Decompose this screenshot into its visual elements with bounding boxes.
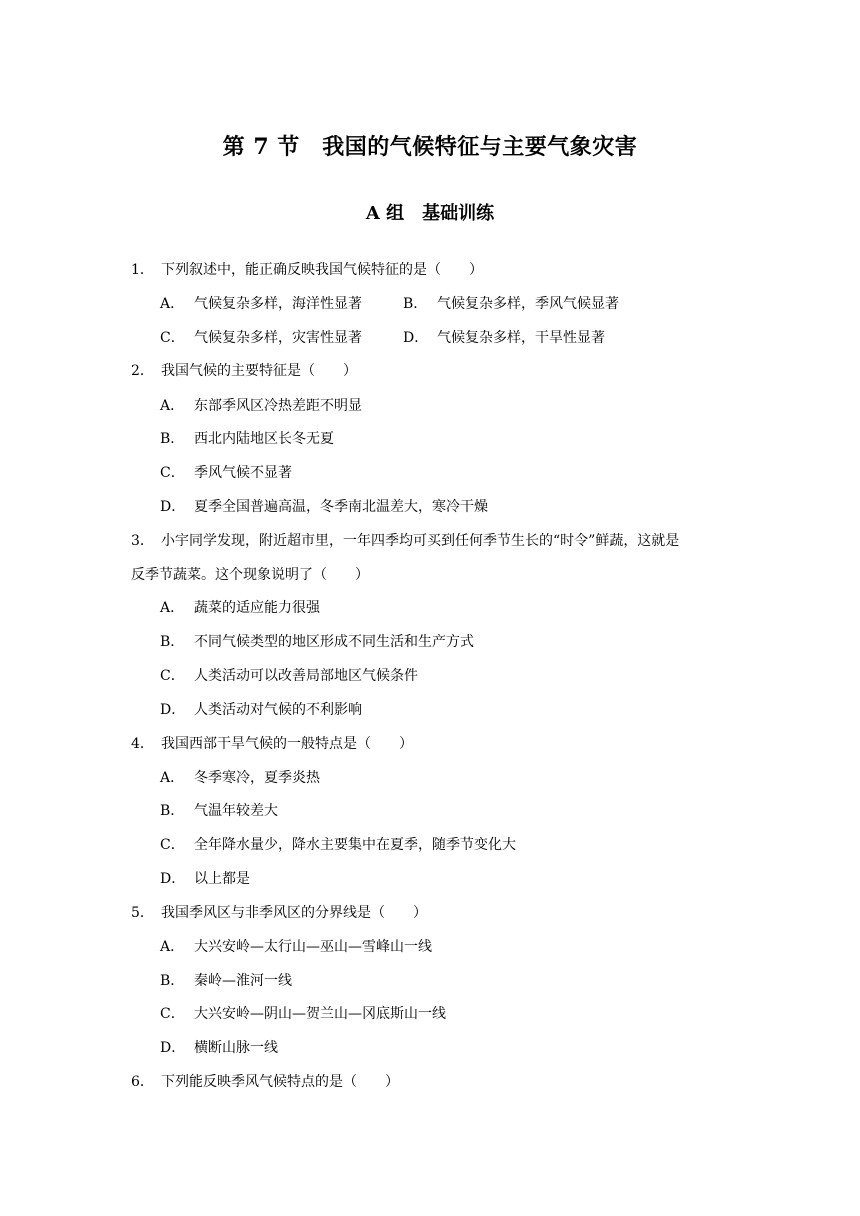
option-a: A． 东部季风区冷热差距不明显	[160, 398, 362, 414]
option-d: D． 横断山脉一线	[160, 1040, 278, 1056]
question-number: 4．	[131, 736, 154, 752]
option-c: C． 大兴安岭—阴山—贺兰山—冈底斯山一线	[160, 1006, 446, 1022]
question-number: 6．	[131, 1074, 154, 1090]
question-5	[131, 903, 427, 923]
option-a: A． 冬季寒冷，夏季炎热	[160, 770, 320, 786]
option-d: D． 气候复杂多样，干旱性显著	[403, 330, 605, 346]
question-stem: 下列叙述中，能正确反映我国气候特征的是（ ）	[161, 262, 483, 278]
option-b: B． 不同气候类型的地区形成不同生活和生产方式	[160, 634, 474, 650]
option-c: C． 气候复杂多样，灾害性显著	[160, 330, 362, 346]
question-stem: 我国西部干旱气候的一般特点是（ ）	[161, 736, 413, 752]
question-stem: 小宇同学发现，附近超市里，一年四季均可买到任何季节生长的“时令”鲜蔬，这就是	[161, 533, 680, 549]
option-a: A． 蔬菜的适应能力很强	[160, 600, 320, 616]
question-stem: 我国季风区与非季风区的分界线是（ ）	[161, 905, 427, 921]
question-1	[131, 260, 483, 280]
question-number: 2．	[131, 363, 154, 379]
page-title: 第 7 节 我国的气候特征与主要气象灾害	[222, 134, 638, 160]
question-4	[131, 734, 413, 754]
question-stem-continued: 反季节蔬菜。这个现象说明了（ ）	[131, 567, 369, 583]
option-b: B． 秦岭—淮河一线	[160, 973, 292, 989]
option-c: C． 全年降水量少，降水主要集中在夏季，随季节变化大	[160, 837, 516, 853]
option-c: C． 季风气候不显著	[160, 465, 292, 481]
question-1-options-row-1	[160, 294, 619, 314]
question-3	[131, 531, 679, 551]
option-d: D． 夏季全国普遍高温，冬季南北温差大，寒冷干燥	[160, 499, 488, 515]
option-c: C． 人类活动可以改善局部地区气候条件	[160, 668, 418, 684]
section-title: A 组 基础训练	[365, 203, 495, 224]
option-d: D． 以上都是	[160, 871, 250, 887]
question-1-options-row-2	[160, 328, 605, 348]
question-2	[131, 361, 357, 381]
option-a: A． 气候复杂多样，海洋性显著	[160, 296, 362, 312]
option-b: B． 气温年较差大	[160, 803, 278, 819]
question-stem: 我国气候的主要特征是（ ）	[161, 363, 357, 379]
option-d: D． 人类活动对气候的不利影响	[160, 702, 362, 718]
question-number: 3．	[131, 533, 154, 549]
option-b: B． 西北内陆地区长冬无夏	[160, 431, 334, 447]
option-b: B． 气候复杂多样，季风气候显著	[403, 296, 619, 312]
question-6	[131, 1072, 399, 1092]
question-number: 1．	[131, 262, 154, 278]
question-stem: 下列能反映季风气候特点的是（ ）	[161, 1074, 399, 1090]
question-number: 5．	[131, 905, 154, 921]
option-a: A． 大兴安岭—太行山—巫山—雪峰山一线	[160, 939, 432, 955]
